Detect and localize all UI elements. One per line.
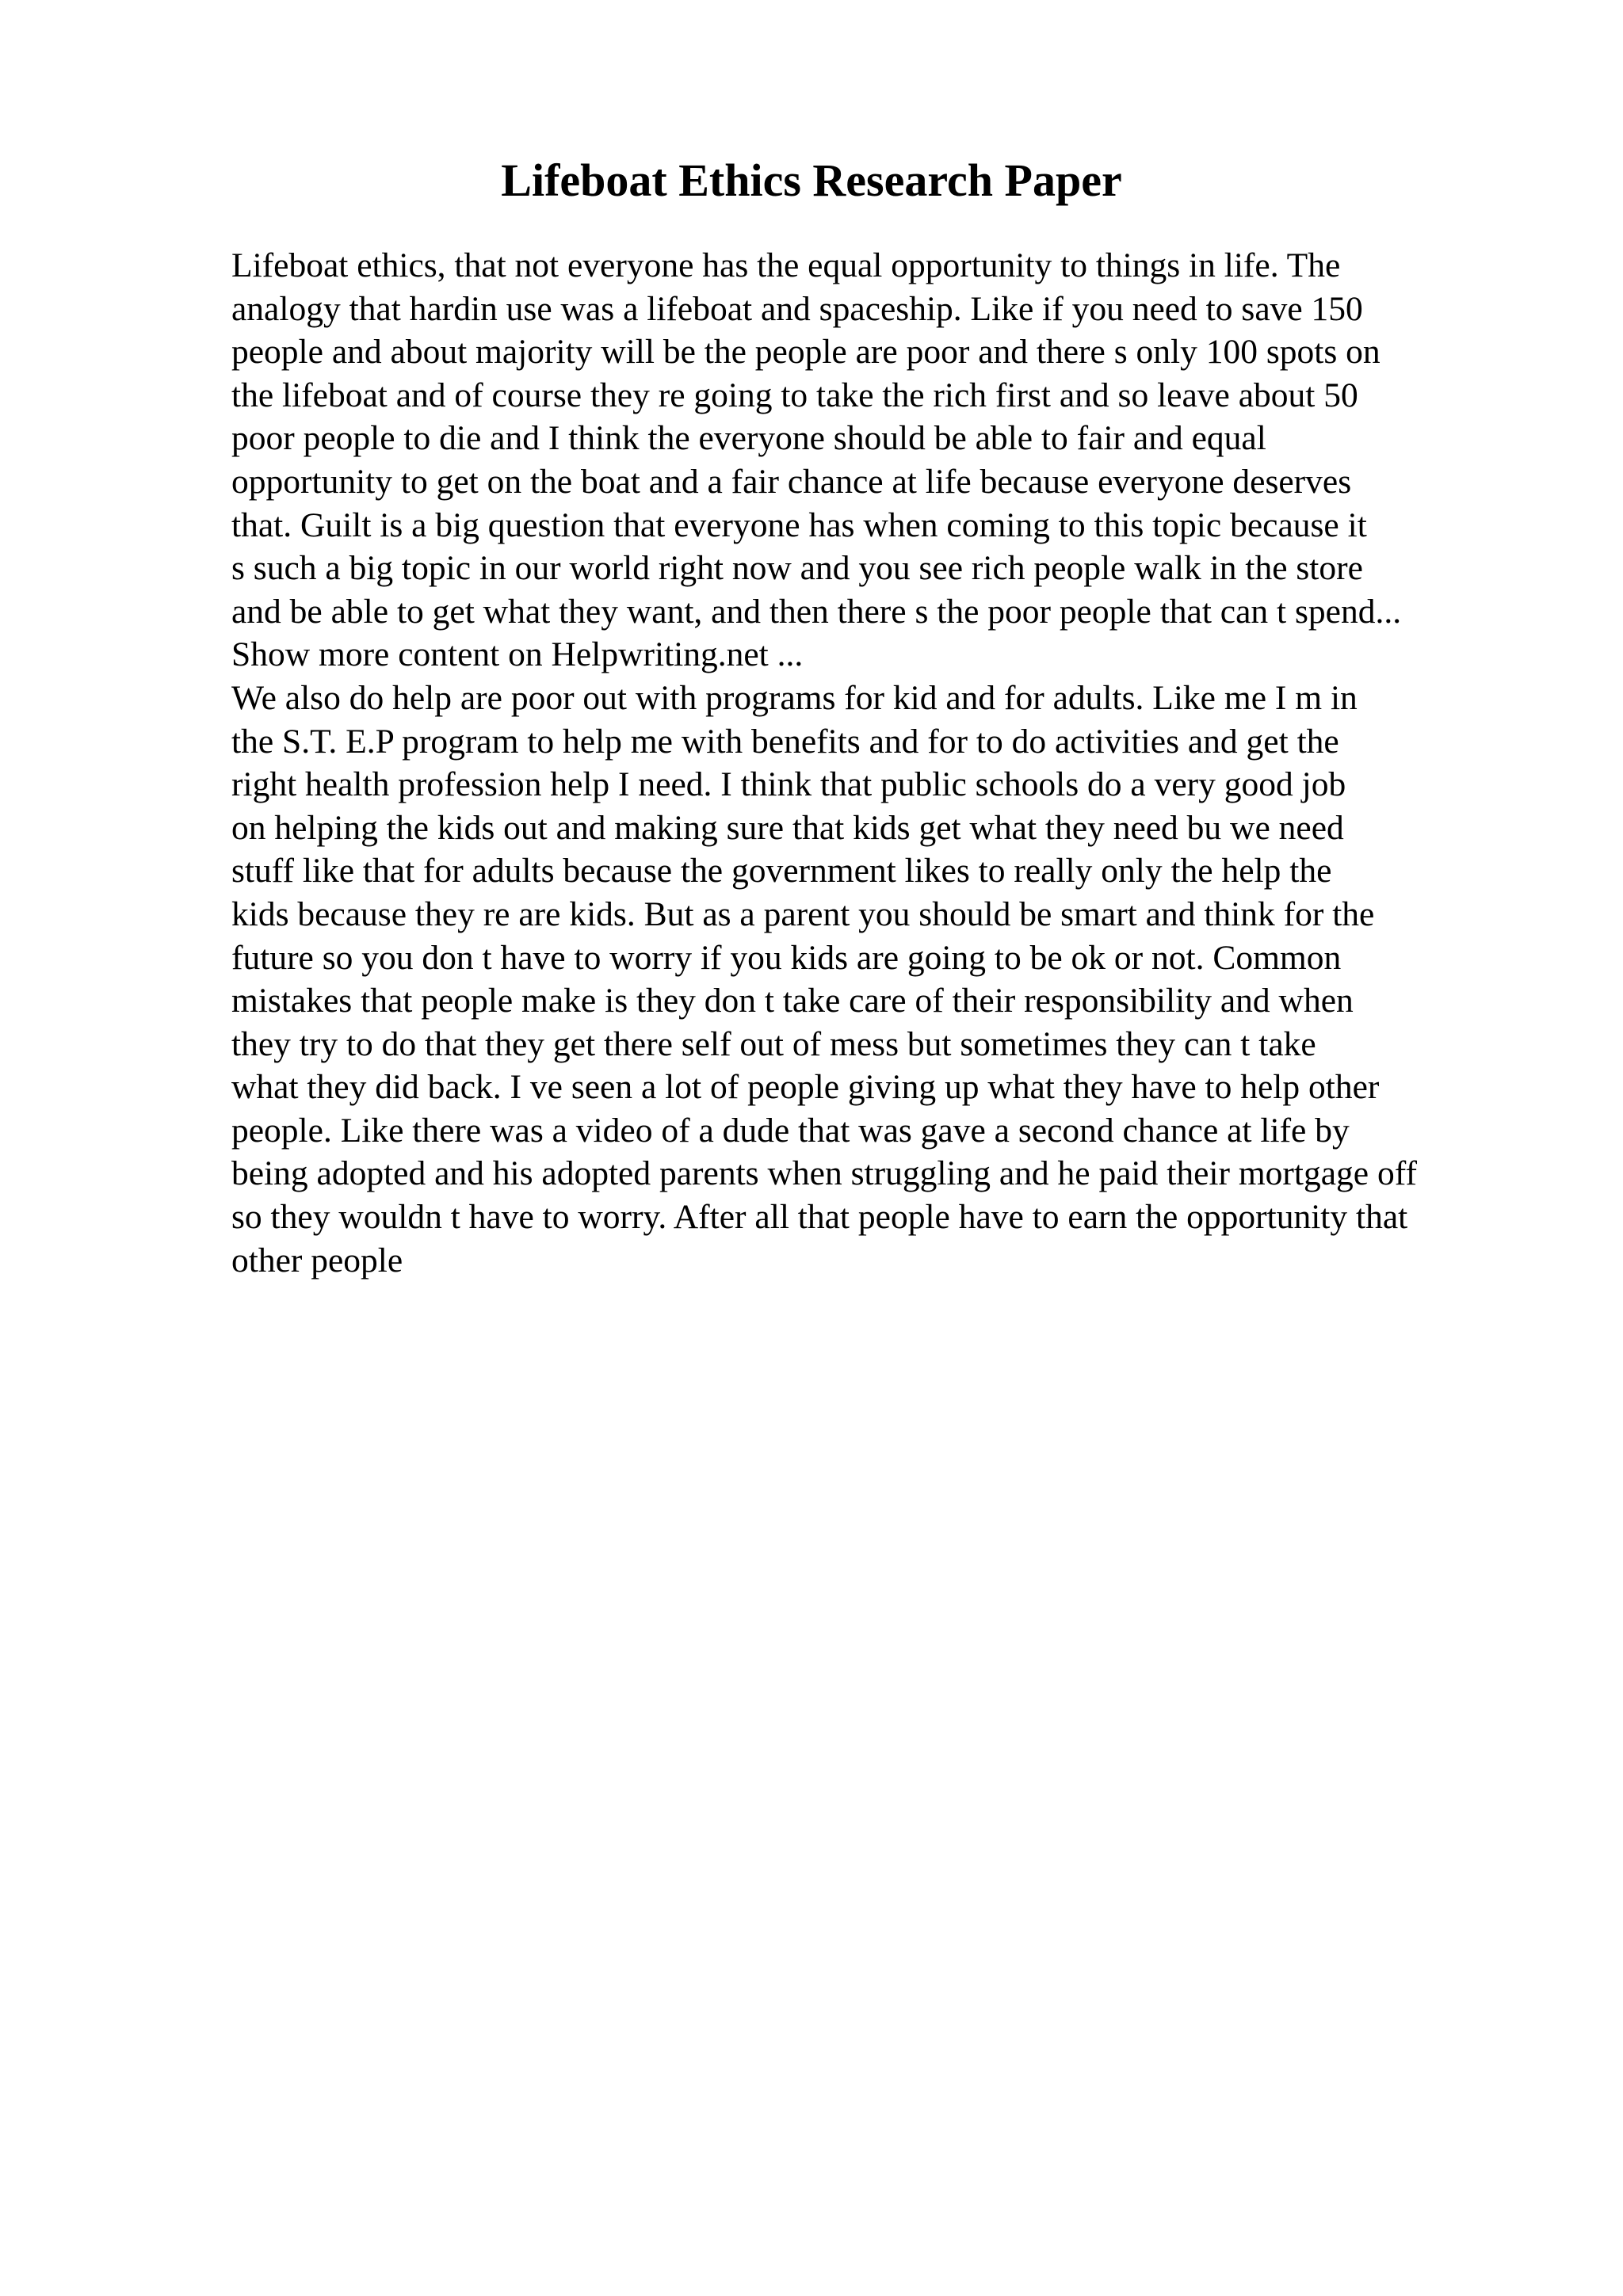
text-line: We also do help are poor out with programs for kid and for adults. Like me I m in <box>231 678 1358 717</box>
text-line: opportunity to get on the boat and a fair chance at life because everyone deserves <box>231 462 1352 501</box>
text-line: what they did back. I ve seen a lot of people giving up what they have to help other <box>231 1068 1380 1107</box>
text-line: so they wouldn t have to worry. After all that people have to earn the opportunity that <box>231 1198 1408 1237</box>
text-line: people. Like there was a video of a dude that was gave a second chance at life by <box>231 1111 1350 1150</box>
body-text <box>231 244 1531 1282</box>
text-line: future so you don t have to worry if you kids are going to be ok or not. Common <box>231 938 1342 977</box>
text-line: they try to do that they get there self out of mess but sometimes they can t take <box>231 1024 1316 1063</box>
text-line: mistakes that people make is they don t take care of their responsibility and when <box>231 982 1354 1020</box>
text-line: Lifeboat ethics, that not everyone has the equal opportunity to things in life. The <box>231 246 1341 284</box>
text-line: s such a big topic in our world right now and you see rich people walk in the store <box>231 549 1363 588</box>
text-line: the lifeboat and of course they re going to take the rich first and so leave about 50 <box>231 376 1358 414</box>
text-line: on helping the kids out and making sure that kids get what they need bu we need <box>231 808 1344 847</box>
text-line: that. Guilt is a big question that everyone has when coming to this topic because it <box>231 505 1367 544</box>
text-line: the S.T. E.P program to help me with benefits and for to do activities and get the <box>231 722 1339 761</box>
page-title: Lifeboat Ethics Research Paper <box>501 154 1122 206</box>
text-line: stuff like that for adults because the government likes to really only the help the <box>231 852 1332 891</box>
text-line: being adopted and his adopted parents when struggling and he paid their mortgage off <box>231 1154 1417 1193</box>
text-line: other people <box>231 1241 403 1280</box>
text-line: and be able to get what they want, and then there s the poor people that can t spend... <box>231 592 1402 631</box>
text-line: right health profession help I need. I think that public schools do a very good job <box>231 765 1346 804</box>
text-line: kids because they re are kids. But as a parent you should be smart and think for the <box>231 894 1375 933</box>
show-more-line: Show more content on Helpwriting.net ... <box>231 635 804 674</box>
text-line: analogy that hardin use was a lifeboat and spaceship. Like if you need to save 150 <box>231 289 1363 328</box>
text-line: people and about majority will be the people are poor and there s only 100 spots on <box>231 333 1381 372</box>
text-line: poor people to die and I think the everyone should be able to fair and equal <box>231 419 1266 458</box>
